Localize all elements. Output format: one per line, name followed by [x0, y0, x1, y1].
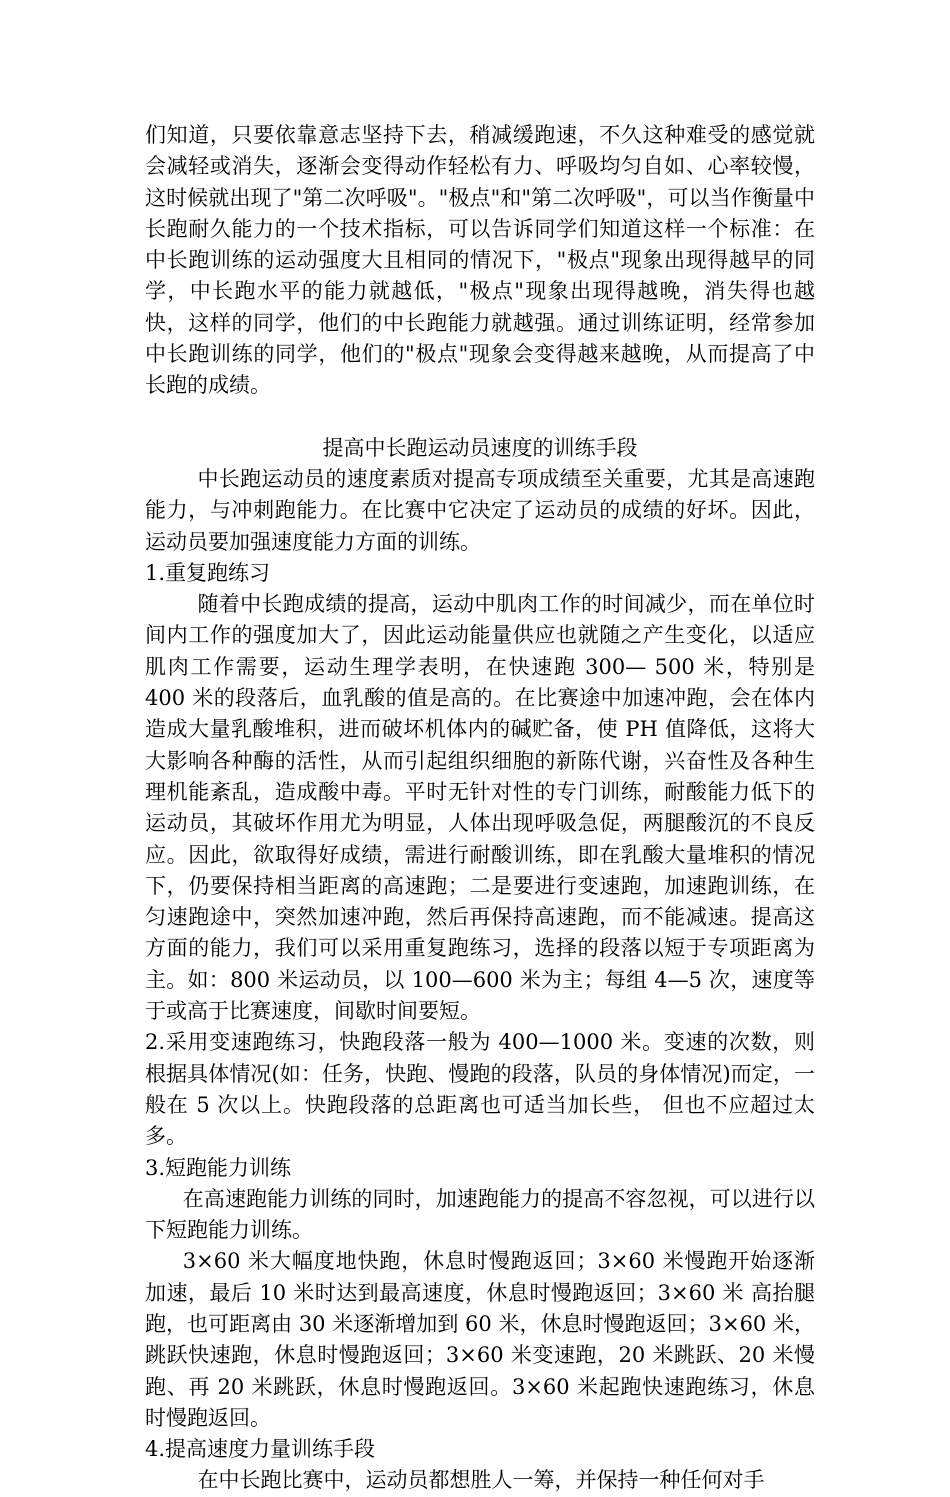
section-intro: 中长跑运动员的速度素质对提高专项成绩至关重要，尤其是高速跑能力，与冲刺跑能力。在比赛中它决定了运动员的成绩的好坏。因此，运动员要加强速度能力方面的训练。 — [145, 466, 815, 554]
item-3-body-1: 在高速跑能力训练的同时，加速跑能力的提高不容忽视，可以进行以下短跑能力训练。 — [145, 1186, 815, 1243]
intro-paragraph: 们知道，只要依靠意志坚持下去，稍减缓跑速，不久这种难受的感觉就会减轻或消失，逐渐会变得动作轻松有力、呼吸均匀自如、心率较慢，这时候就出现了"第二次呼吸"。"极点"和"第二次呼吸"，可以当作衡量中长跑耐久能力的一个技术指标，可以告诉同学们知道这样一个标准：在中长跑训练的运动强度大且相同的情况下，"极点"现象出现得越早的同学，中长跑水平的能力就越低，"极点"现象出现得越晚，消失得也越快，这样的同学，他们的中长跑能力就越强。通过训练证明，经常参加中长跑训练的同学，他们的"极点"现象会变得越来越晚，从而提高了中长跑的成绩。 — [145, 123, 815, 398]
item-3-body-2: 3×60 米大幅度地快跑，休息时慢跑返回；3×60 米慢跑开始逐渐加速，最后 10 米时达到最高速度，休息时慢跑返回；3×60 米 高抬腿跑，也可距离由 30 米逐渐增加到 60 米，休息时慢跑返回；3×60 米，跳跃快速跑，休息时慢跑返回；3×60 米变速跑，20 米跳跃、20 米慢跑、再 20 米跳跃，休息时慢跑返回。3×60 米起跑快速跑练习，休息时慢跑返回。 — [145, 1249, 815, 1430]
paragraph-gap — [145, 402, 815, 433]
document-page — [145, 120, 815, 1497]
item-4-heading: 4.提高速度力量训练手段 — [145, 1437, 376, 1462]
item-3-heading: 3.短跑能力训练 — [145, 1155, 292, 1180]
item-1-body: 随着中长跑成绩的提高，运动中肌肉工作的时间减少，而在单位时间内工作的强度加大了，因此运动能量供应也就随之产生变化，以适应肌肉工作需要，运动生理学表明，在快速跑 300— 500 米，特别是 400 米的段落后，血乳酸的值是高的。在比赛途中加速冲跑，会在体内造成大量乳酸堆积，进而破坏机体内的碱贮备，使 PH 值降低，这将大大影响各种酶的活性，从而引起组织细胞的新陈代谢，兴奋性及各种生理机能紊乱，造成酸中毒。平时无针对性的专门训练，耐酸能力低下的运动员，其破坏作用尤为明显，人体出现呼吸急促，两腿酸沉的不良反应。因此，欲取得好成绩，需进行耐酸训练，即在乳酸大量堆积的情况下，仍要保持相当距离的高速跑；二是要进行变速跑，加速跑训练，在匀速跑途中，突然加速冲跑，然后再保持高速跑，而不能减速。提高这方面的能力，我们可以采用重复跑练习，选择的段落以短于专项距离为主。如：800 米运动员，以 100—600 米为主；每组 4—5 次，速度等于或高于比赛速度，间歇时间要短。 — [145, 592, 815, 1024]
item-4-body: 在中长跑比赛中，运动员都想胜人一筹，并保持一种任何对手 — [197, 1468, 765, 1493]
section-title: 提高中长跑运动员速度的训练手段 — [322, 435, 638, 460]
item-2-paragraph: 2.采用变速跑练习，快跑段落一般为 400—1000 米。变速的次数，则根据具体情况(如：任务，快跑、慢跑的段落，队员的身体情况)而定，一般在 5 次以上。快跑段落的总距离也可适当加长些， 但也不应超过太多。 — [145, 1030, 815, 1149]
item-1-heading: 1.重复跑练习 — [145, 560, 271, 585]
